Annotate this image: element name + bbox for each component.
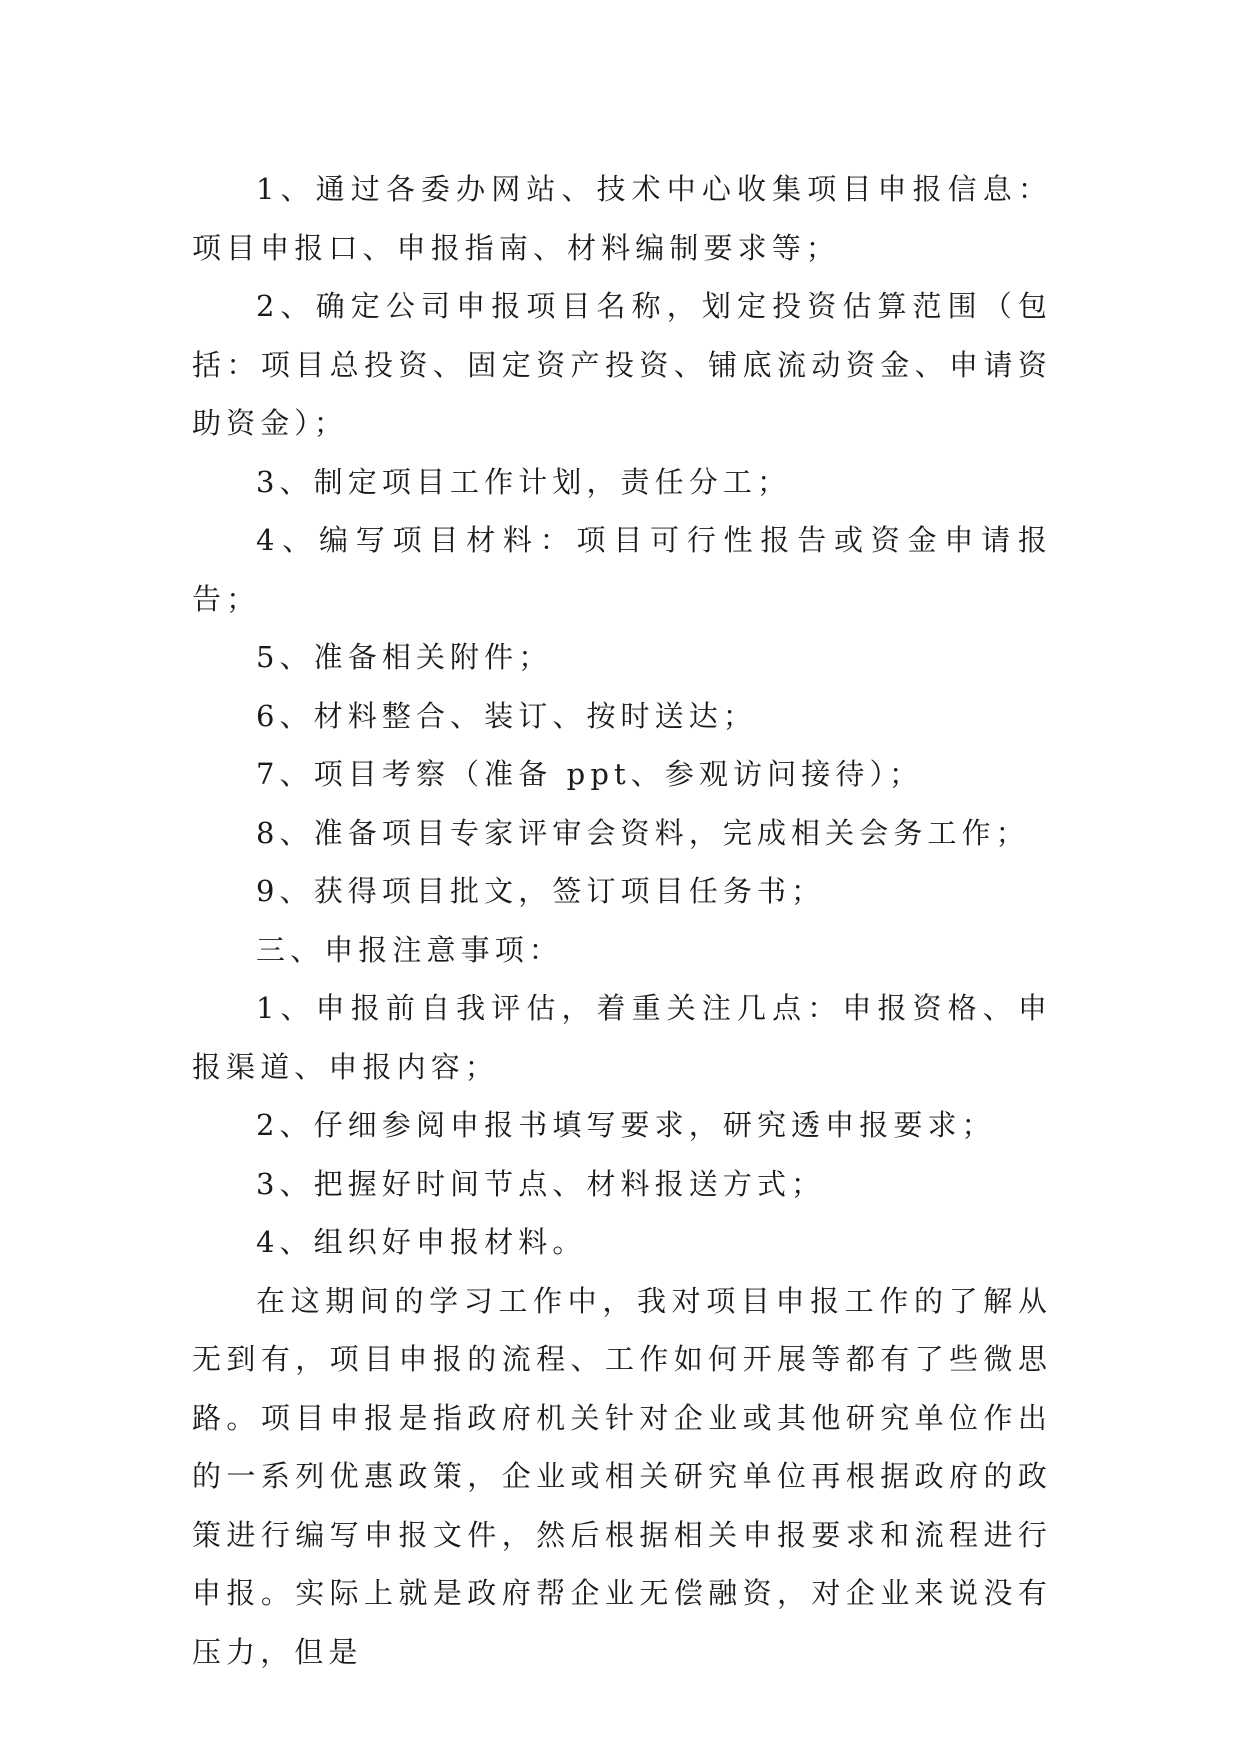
- paragraph-step-6: 6、材料整合、装订、按时送达；: [256, 698, 757, 733]
- paragraph-step-1: 1、通过各委办网站、技术中心收集项目申报信息：项目申报口、申报指南、材料编制要求等；: [192, 172, 1052, 265]
- paragraph-step-8: 8、准备项目专家评审会资料，完成相关会务工作；: [256, 815, 1030, 850]
- paragraph-reflection: 在这期间的学习工作中，我对项目申报工作的了解从无到有，项目申报的流程、工作如何开展等都有了些微思路。项目申报是指政府机关针对企业或其他研究单位作出的一系列优惠政策，企业或相关研究单位再根据政府的政策进行编写申报文件，然后根据相关申报要求和流程进行申报。实际上就是政府帮企业无偿融资，对企业来说没有压力，但是: [192, 1283, 1052, 1669]
- paragraph-step-9: 9、获得项目批文，签订项目任务书；: [256, 874, 826, 908]
- paragraph-step-3: 3、制定项目工作计划，责任分工；: [256, 464, 792, 499]
- section-heading-notes: 三、申报注意事项：: [256, 932, 563, 967]
- paragraph-step-7: 7、项目考察（准备 ppt、参观访问接待）；: [256, 757, 924, 791]
- paragraph-step-5: 5、准备相关附件；: [256, 640, 553, 674]
- paragraph-note-3: 3、把握好时间节点、材料报送方式；: [256, 1166, 826, 1201]
- paragraph-note-2: 2、仔细参阅申报书填写要求，研究透申报要求；: [256, 1108, 996, 1142]
- paragraph-note-1: 1、申报前自我评估，着重关注几点：申报资格、申报渠道、申报内容；: [192, 991, 1052, 1084]
- paragraph-step-4: 4、编写项目材料：项目可行性报告或资金申请报告；: [192, 523, 1052, 616]
- paragraph-note-4: 4、组织好申报材料。: [256, 1225, 587, 1259]
- document-body: [192, 160, 1052, 1681]
- paragraph-step-2: 2、确定公司申报项目名称，划定投资估算范围（包括：项目总投资、固定资产投资、铺底流动资金、申请资助资金）；: [192, 289, 1052, 440]
